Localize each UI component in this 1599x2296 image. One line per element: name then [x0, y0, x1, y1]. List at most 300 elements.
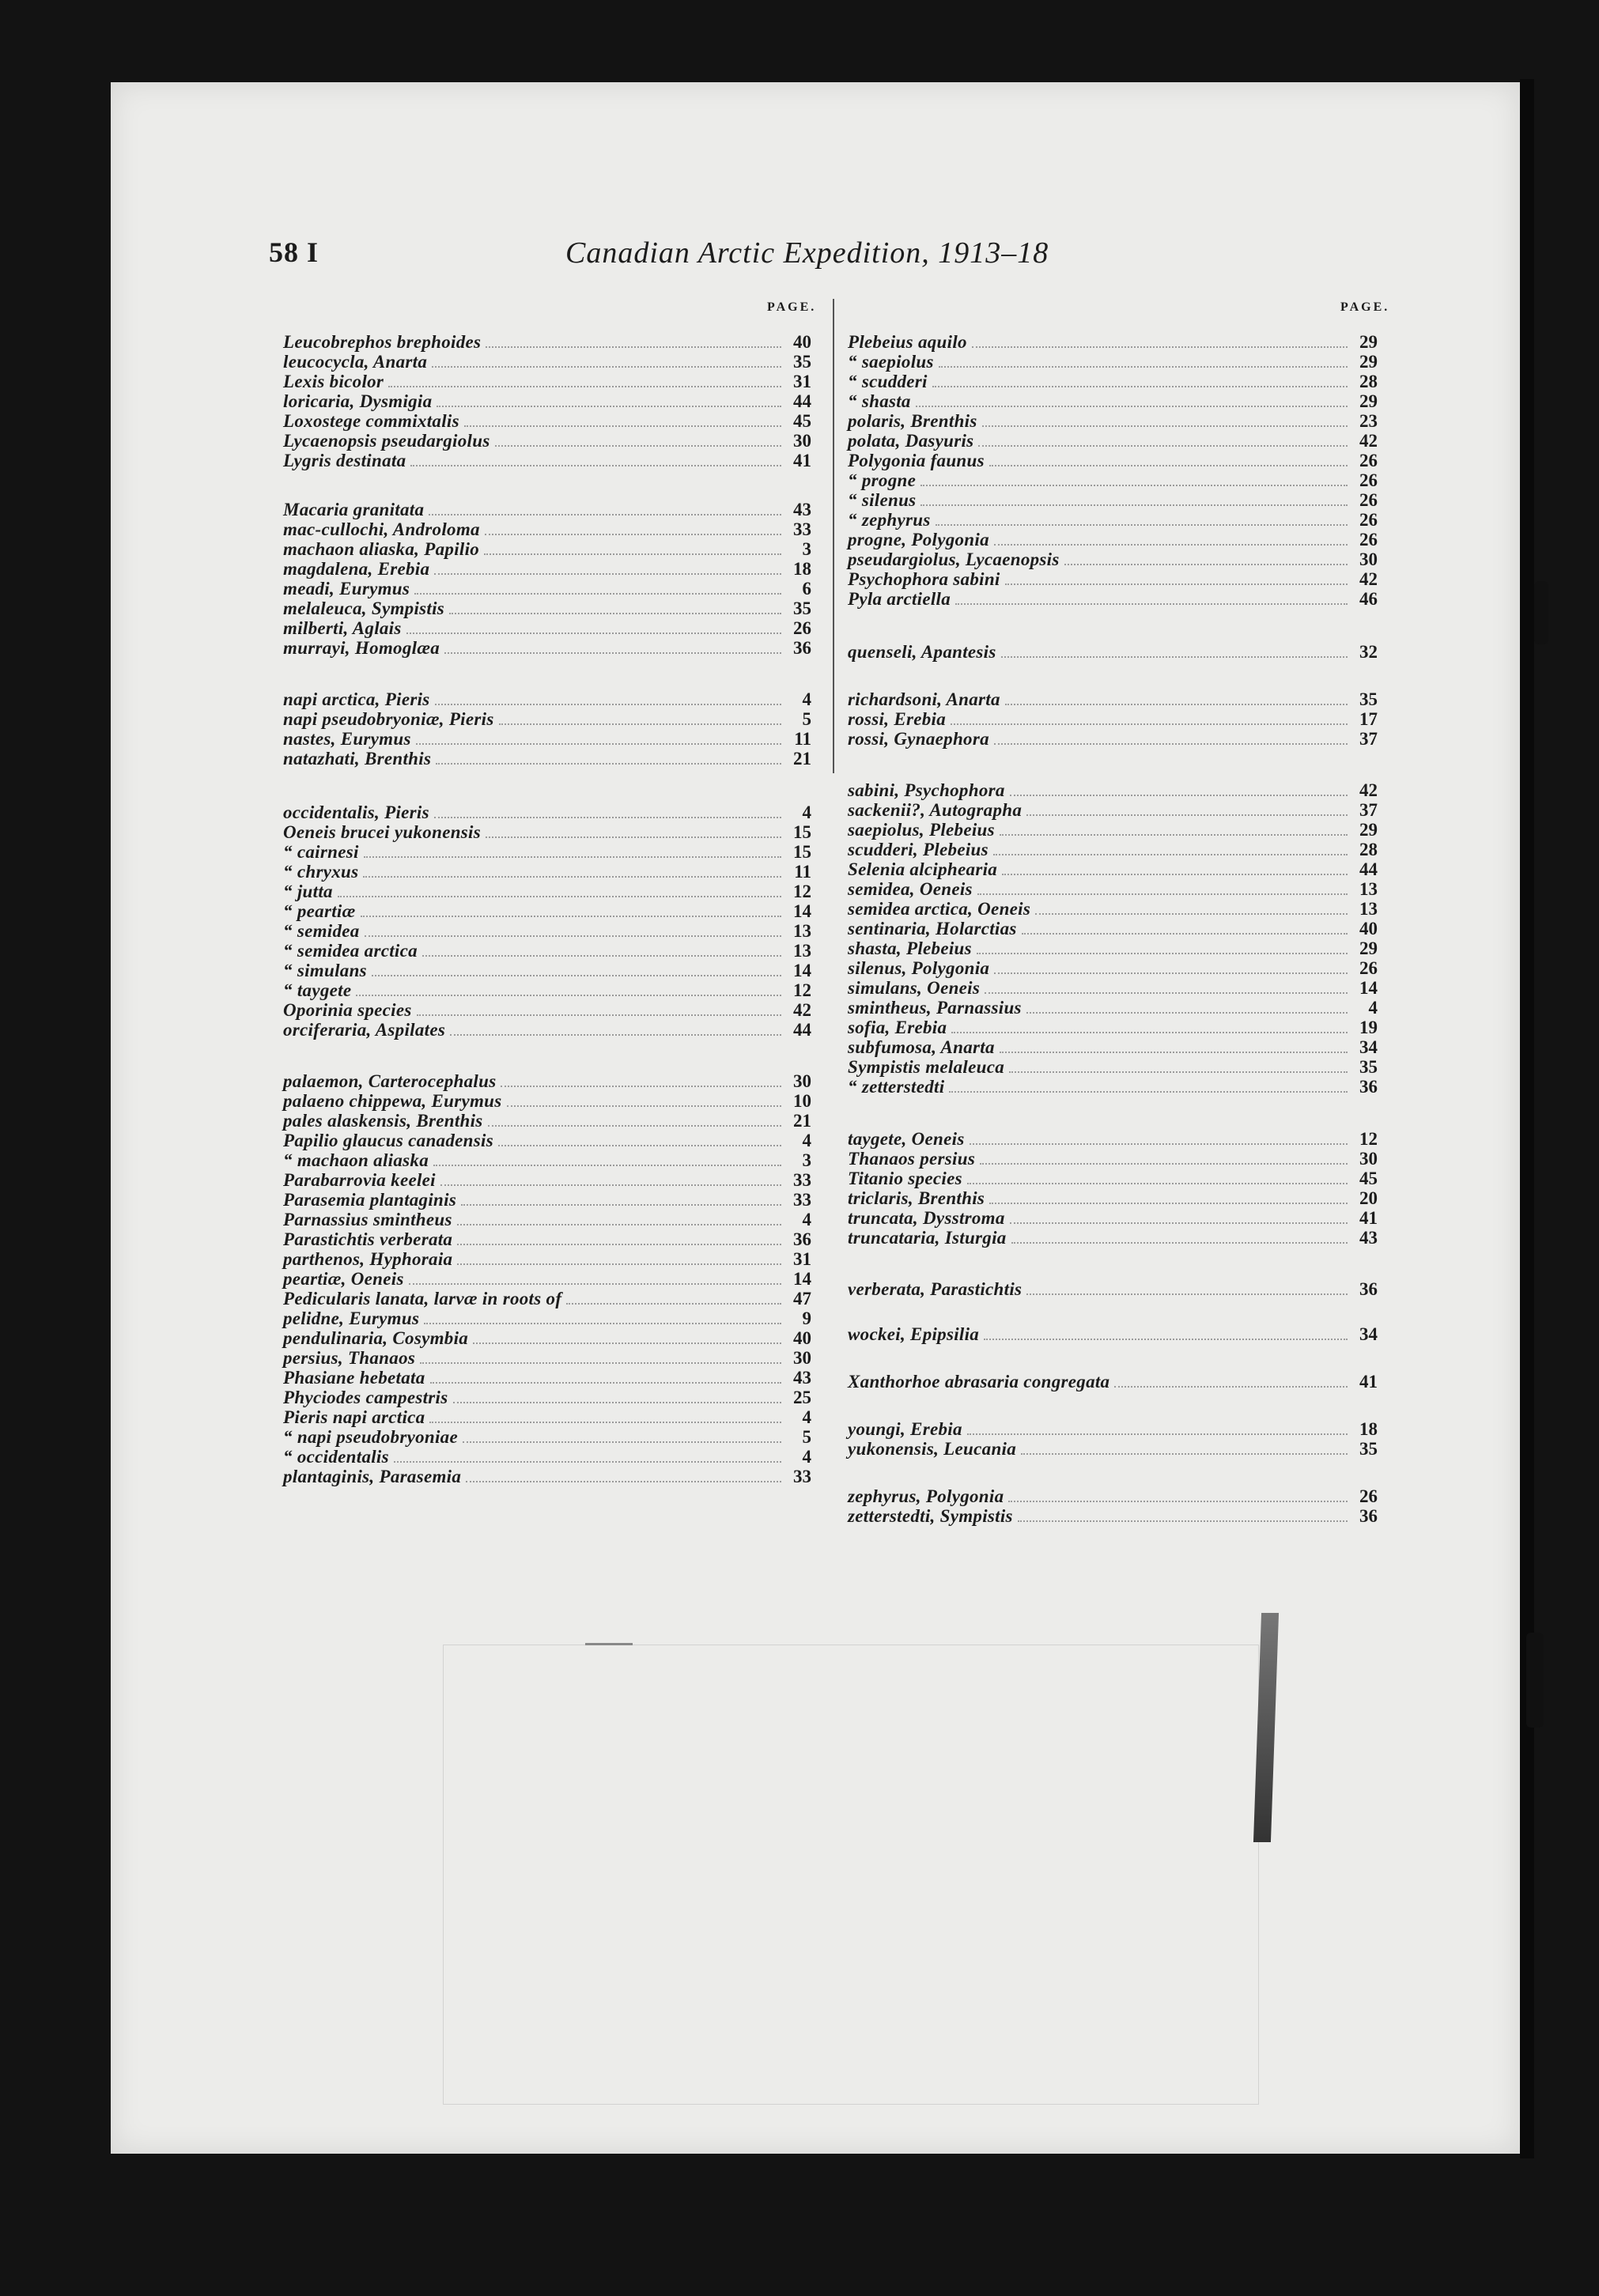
left-index-entry	[283, 451, 811, 471]
entry-page: 5	[802, 1427, 811, 1447]
entry-page: 12	[1359, 1129, 1378, 1149]
dot-leader	[361, 916, 782, 917]
entry-page: 29	[1359, 352, 1378, 372]
left-index-entry	[283, 1407, 811, 1428]
entry-name: persius, Thanaos	[283, 1348, 416, 1368]
entry-name: sentinaria, Holarctias	[848, 919, 1017, 938]
right-index-entry	[848, 569, 1378, 590]
dot-leader	[1018, 1520, 1348, 1522]
left-index-entry	[283, 822, 811, 843]
entry-name: “ taygete	[283, 980, 352, 1000]
dot-leader	[484, 553, 781, 555]
right-index-entry	[848, 1208, 1378, 1229]
dot-leader	[449, 613, 781, 614]
dot-leader	[994, 972, 1348, 974]
entry-name: plantaginis, Parasemia	[283, 1467, 462, 1486]
dot-leader	[435, 704, 781, 705]
dot-leader	[982, 425, 1348, 427]
entry-page: 6	[802, 579, 811, 599]
dot-leader	[463, 1441, 781, 1443]
dot-leader	[951, 1032, 1348, 1033]
dot-leader	[434, 817, 781, 818]
right-index-entry	[848, 549, 1378, 570]
entry-page: 36	[1359, 1077, 1378, 1097]
entry-page: 33	[793, 1170, 811, 1190]
right-index-entry	[848, 1279, 1378, 1300]
left-index-entry	[283, 689, 811, 710]
right-index-entry	[848, 899, 1378, 920]
entry-page: 28	[1359, 372, 1378, 391]
entry-page: 13	[793, 921, 811, 941]
entry-page: 4	[802, 1210, 811, 1229]
right-index-entry	[848, 1419, 1378, 1440]
dot-leader	[932, 386, 1348, 387]
page-title: Canadian Arctic Expedition, 1913–18	[565, 236, 1049, 270]
dot-leader	[955, 603, 1348, 605]
dot-leader	[436, 763, 781, 765]
page-header	[269, 236, 1487, 275]
dot-leader	[951, 723, 1348, 725]
entry-name: murrayi, Homoglæa	[283, 638, 440, 658]
entry-name: Phyciodes campestris	[283, 1388, 448, 1407]
left-index-entry	[283, 618, 811, 639]
entry-name: Pedicularis lanata, larvæ in roots of	[283, 1289, 562, 1308]
dot-leader	[1009, 1071, 1348, 1073]
entry-page: 44	[1359, 859, 1378, 879]
right-index-entry	[848, 978, 1378, 999]
dot-leader	[466, 1481, 781, 1482]
left-index-entry	[283, 1328, 811, 1349]
entry-page: 14	[793, 901, 811, 921]
dot-leader	[486, 836, 781, 838]
dot-leader	[977, 953, 1348, 954]
entry-name: “ shasta	[848, 391, 911, 411]
left-index-entry	[283, 1210, 811, 1230]
dot-leader	[461, 1204, 781, 1206]
left-index-entry	[283, 1071, 811, 1092]
entry-page: 11	[794, 862, 811, 882]
entry-page: 18	[1359, 1419, 1378, 1439]
dot-leader	[1035, 913, 1348, 915]
entry-name: melaleuca, Sympistis	[283, 599, 445, 618]
right-index-entry	[848, 938, 1378, 959]
left-index-entry	[283, 372, 811, 392]
left-index-entry	[283, 411, 811, 432]
right-index-entry	[848, 530, 1378, 550]
entry-name: “ peartiæ	[283, 901, 356, 921]
left-index-entry	[283, 559, 811, 580]
left-index-entry	[283, 352, 811, 372]
dot-leader	[488, 1125, 781, 1127]
dot-leader	[429, 514, 781, 515]
dot-leader	[920, 504, 1348, 506]
entry-name: Oeneis brucei yukonensis	[283, 822, 481, 842]
entry-page: 26	[1359, 958, 1378, 978]
right-index-entry	[848, 1372, 1378, 1392]
entry-page: 36	[793, 638, 811, 658]
entry-name: “ zetterstedti	[848, 1077, 945, 1097]
dot-leader	[410, 465, 781, 466]
left-index-entry	[283, 749, 811, 769]
entry-page: 4	[1368, 998, 1378, 1018]
left-index-entry	[283, 980, 811, 1001]
entry-name: truncataria, Isturgia	[848, 1228, 1007, 1248]
dot-leader	[1026, 1293, 1348, 1295]
entry-name: “ saepiolus	[848, 352, 934, 372]
entry-name: rossi, Gynaephora	[848, 729, 989, 749]
right-index-entry	[848, 372, 1378, 392]
entry-page: 40	[793, 1328, 811, 1348]
entry-name: taygete, Oeneis	[848, 1129, 965, 1149]
entry-page: 42	[1359, 569, 1378, 589]
left-index-entry	[283, 882, 811, 902]
entry-page: 25	[793, 1388, 811, 1407]
entry-page: 36	[1359, 1506, 1378, 1526]
entry-name: parthenos, Hyphoraia	[283, 1249, 453, 1269]
dot-leader	[495, 445, 781, 447]
entry-page: 12	[793, 980, 811, 1000]
entry-name: Lexis bicolor	[283, 372, 384, 391]
entry-name: machaon aliaska, Papilio	[283, 539, 480, 559]
entry-page: 26	[1359, 470, 1378, 490]
right-index-entry	[848, 1057, 1378, 1078]
right-index-entry	[848, 709, 1378, 730]
right-index-entry	[848, 470, 1378, 491]
entry-page: 40	[793, 332, 811, 352]
entry-page: 34	[1359, 1324, 1378, 1344]
entry-page: 30	[1359, 549, 1378, 569]
right-index-entry	[848, 780, 1378, 801]
entry-name: nastes, Eurymus	[283, 729, 411, 749]
column-heading-right: PAGE.	[1340, 300, 1390, 314]
entry-page: 46	[1359, 589, 1378, 609]
dot-leader	[1001, 656, 1348, 658]
dot-leader	[1114, 1386, 1348, 1388]
dot-leader	[984, 1339, 1348, 1340]
dot-leader	[985, 992, 1348, 994]
entry-name: occidentalis, Pieris	[283, 802, 429, 822]
entry-name: semidea, Oeneis	[848, 879, 973, 899]
dot-leader	[936, 524, 1348, 526]
entry-page: 4	[802, 1407, 811, 1427]
entry-name: Papilio glaucus canadensis	[283, 1131, 493, 1150]
dot-leader	[920, 485, 1348, 486]
dot-leader	[372, 975, 781, 976]
left-index-entry	[283, 1190, 811, 1210]
dot-leader	[967, 1433, 1348, 1435]
entry-name: palaeno chippewa, Eurymus	[283, 1091, 502, 1111]
entry-name: Parasemia plantaginis	[283, 1190, 457, 1210]
right-index-entry	[848, 411, 1378, 432]
entry-name: saepiolus, Plebeius	[848, 820, 995, 840]
entry-name: “ napi pseudobryoniae	[283, 1427, 458, 1447]
entry-page: 3	[802, 539, 811, 559]
entry-page: 20	[1359, 1188, 1378, 1208]
entry-name: Phasiane hebetata	[283, 1368, 425, 1388]
dot-leader	[1000, 1052, 1348, 1053]
entry-page: 35	[1359, 689, 1378, 709]
right-index-entry	[848, 729, 1378, 750]
dot-leader	[1064, 564, 1348, 565]
entry-page: 28	[1359, 840, 1378, 859]
entry-name: Polygonia faunus	[848, 451, 985, 470]
dot-leader	[994, 544, 1348, 546]
left-index-entry	[283, 1269, 811, 1290]
dot-leader	[444, 652, 781, 654]
entry-page: 23	[1359, 411, 1378, 431]
right-index-entry	[848, 490, 1378, 511]
right-index-entry	[848, 1129, 1378, 1150]
entry-page: 29	[1359, 332, 1378, 352]
entry-name: “ semidea arctica	[283, 941, 418, 961]
entry-name: pseudargiolus, Lycaenopsis	[848, 549, 1060, 569]
dot-leader	[1000, 834, 1348, 836]
entry-name: Pieris napi arctica	[283, 1407, 425, 1427]
entry-name: napi pseudobryoniæ, Pieris	[283, 709, 494, 729]
entry-page: 21	[793, 1111, 811, 1131]
entry-page: 11	[794, 729, 811, 749]
entry-page: 40	[1359, 919, 1378, 938]
entry-page: 29	[1359, 820, 1378, 840]
entry-page: 29	[1359, 391, 1378, 411]
entry-name: pelidne, Eurymus	[283, 1308, 420, 1328]
left-index-entry	[283, 1170, 811, 1191]
dot-leader	[432, 366, 781, 368]
entry-name: Macaria granitata	[283, 500, 425, 519]
dot-leader	[486, 346, 781, 348]
dot-leader	[433, 1165, 781, 1166]
dot-leader	[967, 1183, 1348, 1184]
right-index-entry	[848, 879, 1378, 900]
entry-name: richardsoni, Anarta	[848, 689, 1000, 709]
entry-name: Lycaenopsis pseudargiolus	[283, 431, 490, 451]
entry-name: palaemon, Carterocephalus	[283, 1071, 497, 1091]
dot-leader	[1010, 795, 1348, 796]
dot-leader	[417, 1014, 781, 1016]
entry-page: 34	[1359, 1037, 1378, 1057]
left-index-entry	[283, 539, 811, 560]
right-index-entry	[848, 998, 1378, 1018]
entry-name: “ silenus	[848, 490, 917, 510]
entry-page: 35	[1359, 1439, 1378, 1459]
dot-leader	[450, 1034, 781, 1036]
entry-page: 26	[1359, 451, 1378, 470]
dot-leader	[365, 935, 781, 937]
right-index-entry	[848, 859, 1378, 880]
entry-name: Loxostege commixtalis	[283, 411, 459, 431]
entry-name: “ simulans	[283, 961, 367, 980]
dot-leader	[485, 534, 781, 535]
entry-page: 4	[802, 802, 811, 822]
entry-page: 17	[1359, 709, 1378, 729]
entry-page: 4	[802, 1447, 811, 1467]
entry-name: Parnassius smintheus	[283, 1210, 452, 1229]
entry-page: 15	[793, 822, 811, 842]
entry-page: 14	[793, 961, 811, 980]
right-index-entry	[848, 589, 1378, 610]
entry-page: 42	[793, 1000, 811, 1020]
left-index-entry	[283, 1289, 811, 1309]
left-index-entry	[283, 1348, 811, 1369]
entry-name: Sympistis melaleuca	[848, 1057, 1004, 1077]
dot-leader	[1005, 704, 1348, 705]
dot-leader	[1010, 1222, 1348, 1224]
left-index-entry	[283, 1091, 811, 1112]
left-index-entry	[283, 1467, 811, 1487]
entry-page: 45	[1359, 1169, 1378, 1188]
entry-name: Leucobrephos brephoides	[283, 332, 482, 352]
left-index-entry	[283, 802, 811, 823]
entry-name: sabini, Psychophora	[848, 780, 1005, 800]
dot-leader	[424, 1323, 781, 1324]
entry-page: 44	[793, 1020, 811, 1040]
entry-name: napi arctica, Pieris	[283, 689, 430, 709]
dot-leader	[457, 1224, 781, 1225]
entry-name: pales alaskensis, Brenthis	[283, 1111, 483, 1131]
entry-page: 41	[793, 451, 811, 470]
entry-name: progne, Polygonia	[848, 530, 989, 549]
entry-name: “ progne	[848, 470, 917, 490]
right-index-entry	[848, 1169, 1378, 1189]
entry-name: youngi, Erebia	[848, 1419, 962, 1439]
dot-leader	[437, 406, 781, 407]
right-index-entry	[848, 1324, 1378, 1345]
right-index-entry	[848, 510, 1378, 531]
left-index-entry	[283, 431, 811, 451]
entry-page: 4	[802, 689, 811, 709]
entry-name: polaris, Brenthis	[848, 411, 977, 431]
left-index-entry	[283, 1388, 811, 1408]
dot-leader	[420, 1362, 781, 1364]
entry-page: 42	[1359, 780, 1378, 800]
left-index-entry	[283, 1249, 811, 1270]
left-index-entry	[283, 709, 811, 730]
entry-name: polata, Dasyuris	[848, 431, 974, 451]
left-index-entry	[283, 1308, 811, 1329]
dot-leader	[1022, 933, 1348, 935]
entry-page: 29	[1359, 938, 1378, 958]
entry-page: 32	[1359, 642, 1378, 662]
left-index-entry	[283, 332, 811, 353]
entry-name: wockei, Epipsilia	[848, 1324, 980, 1344]
entry-name: Psychophora sabini	[848, 569, 1000, 589]
entry-page: 35	[1359, 1057, 1378, 1077]
dot-leader	[440, 1184, 781, 1186]
entry-page: 35	[793, 352, 811, 372]
entry-page: 3	[802, 1150, 811, 1170]
entry-page: 37	[1359, 729, 1378, 749]
dot-leader	[916, 406, 1348, 407]
entry-page: 13	[1359, 879, 1378, 899]
entry-page: 45	[793, 411, 811, 431]
dot-leader	[406, 633, 781, 634]
left-index-entry	[283, 1229, 811, 1250]
entry-page: 13	[1359, 899, 1378, 919]
entry-page: 43	[1359, 1228, 1378, 1248]
dot-leader	[980, 1163, 1348, 1165]
entry-page: 47	[793, 1289, 811, 1308]
left-index-entry	[283, 901, 811, 922]
left-index-entry	[283, 1020, 811, 1040]
entry-name: subfumosa, Anarta	[848, 1037, 995, 1057]
dot-leader	[501, 1086, 781, 1087]
left-index-entry	[283, 921, 811, 942]
entry-name: Titanio species	[848, 1169, 962, 1188]
right-index-entry	[848, 352, 1378, 372]
right-index-entry	[848, 642, 1378, 663]
dot-leader	[1026, 814, 1348, 816]
right-index-entry	[848, 391, 1378, 412]
dot-leader	[416, 743, 781, 745]
entry-page: 44	[793, 391, 811, 411]
dot-leader	[457, 1244, 781, 1245]
entry-name: “ chryxus	[283, 862, 359, 882]
entry-name: “ machaon aliaska	[283, 1150, 429, 1170]
dot-leader	[1021, 1453, 1348, 1455]
entry-name: orciferaria, Aspilates	[283, 1020, 446, 1040]
right-index-entry	[848, 840, 1378, 860]
entry-name: simulans, Oeneis	[848, 978, 981, 998]
entry-name: pendulinaria, Cosymbia	[283, 1328, 469, 1348]
bleed-through-mark	[585, 1643, 633, 1645]
dot-leader	[507, 1105, 781, 1107]
entry-page: 26	[1359, 1486, 1378, 1506]
dot-leader	[970, 1143, 1348, 1145]
dot-leader	[414, 593, 781, 595]
entry-page: 31	[793, 372, 811, 391]
entry-page: 15	[793, 842, 811, 862]
entry-name: Xanthorhoe abrasaria congregata	[848, 1372, 1110, 1392]
entry-page: 30	[793, 1071, 811, 1091]
dot-leader	[464, 425, 781, 427]
entry-page: 30	[793, 1348, 811, 1368]
entry-name: Parastichtis verberata	[283, 1229, 453, 1249]
dot-leader	[949, 1091, 1348, 1093]
right-index-entry	[848, 1228, 1378, 1248]
dot-leader	[993, 854, 1348, 855]
entry-page: 10	[793, 1091, 811, 1111]
entry-page: 41	[1359, 1208, 1378, 1228]
entry-name: natazhati, Brenthis	[283, 749, 432, 768]
entry-name: shasta, Plebeius	[848, 938, 972, 958]
dot-leader	[422, 955, 781, 957]
dot-leader	[978, 445, 1348, 447]
entry-name: smintheus, Parnassius	[848, 998, 1022, 1018]
left-index-entry	[283, 862, 811, 882]
entry-name: silenus, Polygonia	[848, 958, 990, 978]
entry-name: Lygris destinata	[283, 451, 406, 470]
entry-name: “ zephyrus	[848, 510, 931, 530]
entry-page: 19	[1359, 1018, 1378, 1037]
left-index-entry	[283, 638, 811, 659]
entry-name: “ cairnesi	[283, 842, 359, 862]
right-index-entry	[848, 1439, 1378, 1460]
right-index-entry	[848, 919, 1378, 939]
entry-name: scudderi, Plebeius	[848, 840, 989, 859]
entry-page: 43	[793, 500, 811, 519]
entry-page: 21	[793, 749, 811, 768]
dot-leader	[989, 1203, 1348, 1204]
entry-name: triclaris, Brenthis	[848, 1188, 985, 1208]
entry-page: 33	[793, 1467, 811, 1486]
entry-page: 41	[1359, 1372, 1378, 1392]
entry-name: verberata, Parastichtis	[848, 1279, 1023, 1299]
entry-name: milberti, Aglais	[283, 618, 402, 638]
entry-name: Pyla arctiella	[848, 589, 951, 609]
dot-leader	[939, 366, 1348, 368]
dot-leader	[430, 1382, 781, 1384]
entry-page: 26	[1359, 530, 1378, 549]
